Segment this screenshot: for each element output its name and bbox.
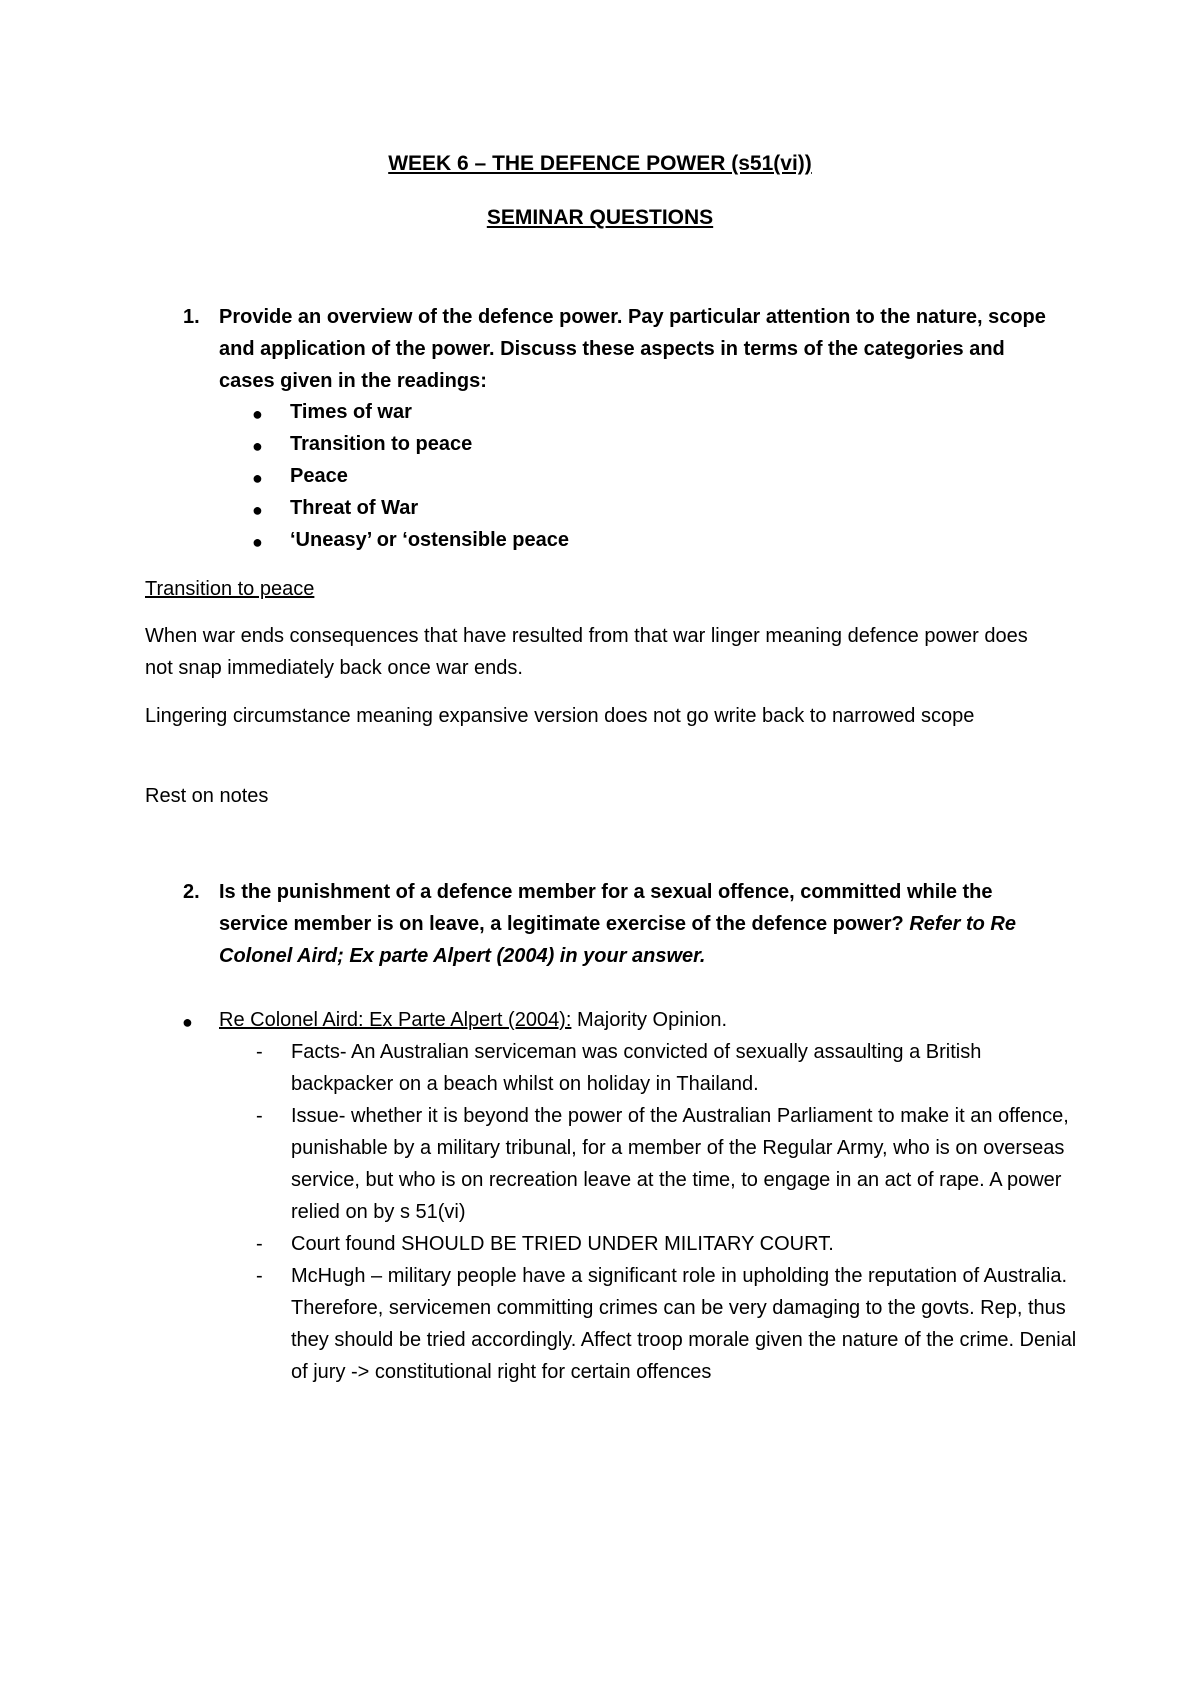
question-1-number: 1. [183,306,200,328]
case-point-mchugh: McHugh – military people have a significant role in upholding the reputation of Australia. Therefore, servicemen committing crimes can be very damaging to the govts. Rep, thus they should be tried accordingly. Affect troop morale given the nature of the crime. Denial of jury -> constitutional right for certain offences [291,1265,1077,1383]
q1-bullet-threat: Threat of War [290,497,419,519]
case-point-facts: Facts- An Australian serviceman was convicted of sexually assaulting a British backpacker on a beach whilst on holiday in Thailand. [291,1041,982,1095]
dash-icon: - [256,1041,263,1063]
q1-bullet-times-of-war: Times of war [290,401,412,423]
question-1-text: Provide an overview of the defence power. Pay particular attention to the nature, scope and application of the power. Discuss these aspects in terms of the categories and cases given in the readings: [219,306,1046,392]
notes-paragraph-3: Rest on notes [145,785,269,807]
bullet-icon: ● [252,532,263,552]
page-title: WEEK 6 – THE DEFENCE POWER (s51(vi)) [388,152,812,175]
dash-icon: - [256,1105,263,1127]
notes-paragraph-1: When war ends consequences that have resulted from that war linger meaning defence power does not snap immediately back once war ends. [145,625,1028,679]
notes-paragraph-2: Lingering circumstance meaning expansive version does not go write back to narrowed scope [145,705,975,727]
bullet-icon: ● [252,468,263,488]
case-point-court: Court found SHOULD BE TRIED UNDER MILITARY COURT. [291,1233,834,1255]
case-point-issue: Issue- whether it is beyond the power of the Australian Parliament to make it an offence, punishable by a military tribunal, for a member of the Regular Army, who is on overseas service, but who is on recreation leave at the time, to engage in an act of rape. A power relied on by s 51(vi) [291,1105,1069,1223]
q1-bullet-uneasy: ‘Uneasy’ or ‘ostensible peace [290,529,570,551]
q1-bullet-transition: Transition to peace [290,433,473,455]
question-2-reference: Refer to Re Colonel Aird; Ex parte Alpert (2004) in your answer. [219,913,1017,967]
bullet-icon: ● [182,1012,193,1032]
bullet-icon: ● [252,404,263,424]
case-name: Re Colonel Aird: Ex Parte Alpert (2004): [219,1009,572,1031]
dash-icon: - [256,1233,263,1255]
notes-heading: Transition to peace [145,578,315,600]
page-subtitle: SEMINAR QUESTIONS [486,206,714,229]
bullet-icon: ● [252,500,263,520]
bullet-icon: ● [252,436,263,456]
q1-bullet-peace: Peace [290,465,348,487]
question-2-number: 2. [183,881,200,903]
question-2 [219,876,1059,972]
question-2-text: Is the punishment of a defence member for a sexual offence, committed while the service member is on leave, a legitimate exercise of the defence power? [219,881,993,935]
case-opinion: Majority Opinion. [576,1009,728,1031]
case-heading [219,1004,727,1036]
dash-icon: - [256,1265,263,1287]
